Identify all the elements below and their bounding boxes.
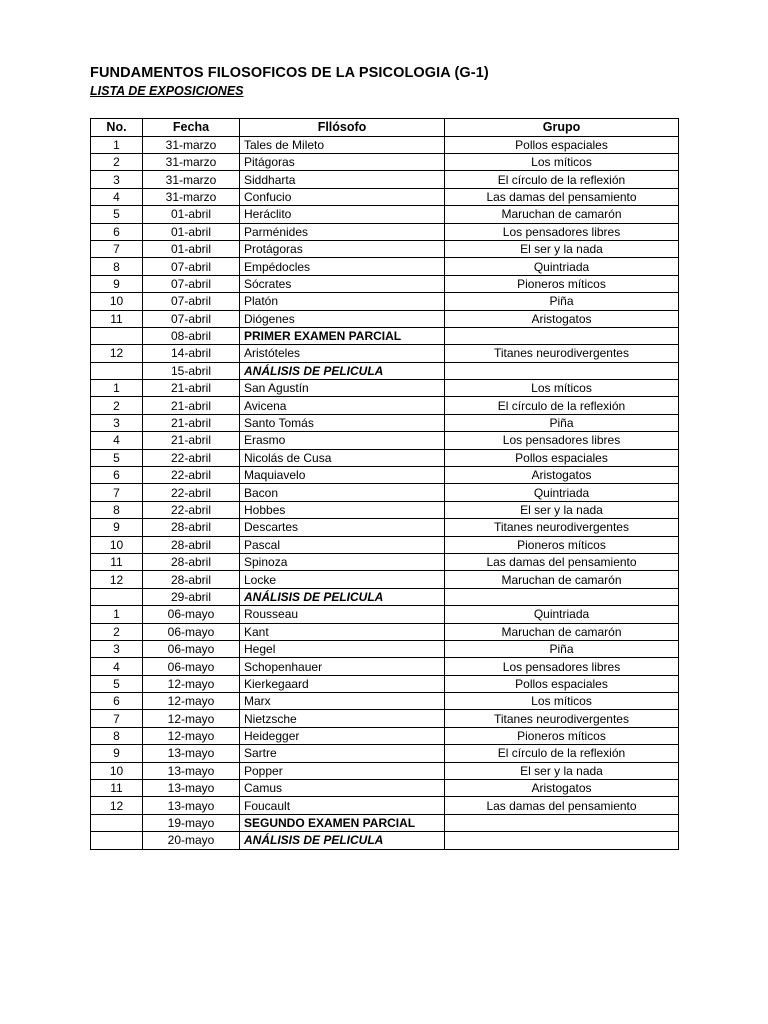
row-number: 7 [91, 240, 143, 257]
row-philosopher: Aristóteles [240, 345, 445, 362]
row-date: 28-abril [143, 553, 240, 570]
row-group: Aristogatos [445, 467, 679, 484]
table-row [91, 380, 679, 397]
row-date: 21-abril [143, 380, 240, 397]
row-number: 9 [91, 519, 143, 536]
table-row [91, 432, 679, 449]
row-group: Quintriada [445, 484, 679, 501]
row-date: 01-abril [143, 240, 240, 257]
header-grupo: Grupo [445, 119, 679, 137]
row-date: 12-mayo [143, 675, 240, 692]
row-philosopher: Popper [240, 762, 445, 779]
row-group [445, 327, 679, 344]
row-number: 5 [91, 449, 143, 466]
row-philosopher: ANÁLISIS DE PELICULA [240, 362, 445, 379]
row-group: El círculo de la reflexión [445, 745, 679, 762]
row-number: 3 [91, 640, 143, 657]
table-row [91, 519, 679, 536]
row-philosopher: Parménides [240, 223, 445, 240]
document-subtitle: LISTA DE EXPOSICIONES [90, 84, 244, 98]
row-number [91, 832, 143, 849]
row-group: Titanes neurodivergentes [445, 710, 679, 727]
row-date: 07-abril [143, 293, 240, 310]
row-number: 2 [91, 397, 143, 414]
row-date: 21-abril [143, 414, 240, 431]
row-philosopher: Descartes [240, 519, 445, 536]
document-title: FUNDAMENTOS FILOSOFICOS DE LA PSICOLOGIA (G-1) [90, 65, 489, 81]
schedule-table [90, 118, 679, 850]
row-number: 4 [91, 432, 143, 449]
row-number: 9 [91, 745, 143, 762]
table-row [91, 223, 679, 240]
table-row [91, 171, 679, 188]
table-row [91, 397, 679, 414]
table-row [91, 623, 679, 640]
table-row [91, 640, 679, 657]
row-number: 6 [91, 223, 143, 240]
row-date: 31-marzo [143, 171, 240, 188]
schedule-table-body [91, 136, 679, 849]
row-philosopher: Foucault [240, 797, 445, 814]
row-philosopher: Siddharta [240, 171, 445, 188]
row-group: Piña [445, 293, 679, 310]
row-number: 11 [91, 780, 143, 797]
row-date: 22-abril [143, 501, 240, 518]
table-row [91, 571, 679, 588]
table-row [91, 188, 679, 205]
table-row [91, 780, 679, 797]
row-number: 4 [91, 658, 143, 675]
table-row [91, 136, 679, 153]
row-philosopher: Tales de Mileto [240, 136, 445, 153]
row-group: El ser y la nada [445, 501, 679, 518]
table-row [91, 727, 679, 744]
row-group: Los míticos [445, 380, 679, 397]
row-date: 07-abril [143, 258, 240, 275]
row-group: Maruchan de camarón [445, 571, 679, 588]
row-date: 22-abril [143, 467, 240, 484]
row-number: 3 [91, 414, 143, 431]
row-date: 28-abril [143, 536, 240, 553]
row-group: Las damas del pensamiento [445, 553, 679, 570]
row-date: 13-mayo [143, 797, 240, 814]
row-philosopher: Marx [240, 693, 445, 710]
row-group: Aristogatos [445, 780, 679, 797]
row-date: 06-mayo [143, 658, 240, 675]
row-date: 12-mayo [143, 693, 240, 710]
row-philosopher: PRIMER EXAMEN PARCIAL [240, 327, 445, 344]
table-row [91, 362, 679, 379]
table-row [91, 467, 679, 484]
row-philosopher: San Agustín [240, 380, 445, 397]
row-group: Los pensadores libres [445, 432, 679, 449]
row-date: 22-abril [143, 484, 240, 501]
table-row [91, 553, 679, 570]
row-date: 21-abril [143, 397, 240, 414]
row-number: 1 [91, 136, 143, 153]
row-number [91, 327, 143, 344]
row-philosopher: Spinoza [240, 553, 445, 570]
row-date: 31-marzo [143, 153, 240, 170]
row-date: 13-mayo [143, 745, 240, 762]
row-number: 5 [91, 206, 143, 223]
row-philosopher: Erasmo [240, 432, 445, 449]
row-philosopher: Protágoras [240, 240, 445, 257]
row-group: Los pensadores libres [445, 658, 679, 675]
row-number: 3 [91, 171, 143, 188]
table-row [91, 536, 679, 553]
row-philosopher: Platón [240, 293, 445, 310]
table-row [91, 762, 679, 779]
row-group: Aristogatos [445, 310, 679, 327]
row-group: Pollos espaciales [445, 449, 679, 466]
table-row [91, 693, 679, 710]
row-group: Pollos espaciales [445, 675, 679, 692]
table-row [91, 484, 679, 501]
row-philosopher: Bacon [240, 484, 445, 501]
row-date: 12-mayo [143, 710, 240, 727]
row-philosopher: Avicena [240, 397, 445, 414]
row-philosopher: Nietzsche [240, 710, 445, 727]
row-date: 06-mayo [143, 606, 240, 623]
table-row [91, 345, 679, 362]
row-date: 19-mayo [143, 814, 240, 831]
row-date: 13-mayo [143, 762, 240, 779]
row-number: 10 [91, 536, 143, 553]
row-date: 06-mayo [143, 623, 240, 640]
row-group [445, 362, 679, 379]
row-date: 07-abril [143, 310, 240, 327]
row-number: 4 [91, 188, 143, 205]
row-date: 07-abril [143, 275, 240, 292]
table-row [91, 606, 679, 623]
row-number: 12 [91, 797, 143, 814]
table-row [91, 745, 679, 762]
row-group: Los míticos [445, 153, 679, 170]
row-number: 12 [91, 345, 143, 362]
row-date: 31-marzo [143, 188, 240, 205]
row-group: Maruchan de camarón [445, 206, 679, 223]
row-philosopher: Heráclito [240, 206, 445, 223]
table-row [91, 293, 679, 310]
table-row [91, 327, 679, 344]
row-philosopher: Schopenhauer [240, 658, 445, 675]
row-number: 7 [91, 484, 143, 501]
row-number: 11 [91, 553, 143, 570]
row-date: 28-abril [143, 571, 240, 588]
row-number: 9 [91, 275, 143, 292]
row-number: 10 [91, 293, 143, 310]
row-number: 6 [91, 467, 143, 484]
row-date: 21-abril [143, 432, 240, 449]
schedule-table-header [91, 119, 679, 137]
row-number: 10 [91, 762, 143, 779]
table-row [91, 588, 679, 605]
row-philosopher: Confucio [240, 188, 445, 205]
row-philosopher: Santo Tomás [240, 414, 445, 431]
row-date: 28-abril [143, 519, 240, 536]
row-philosopher: Sócrates [240, 275, 445, 292]
row-group: Los pensadores libres [445, 223, 679, 240]
row-number: 7 [91, 710, 143, 727]
row-philosopher: Locke [240, 571, 445, 588]
row-group: Quintriada [445, 606, 679, 623]
table-row [91, 414, 679, 431]
table-row [91, 501, 679, 518]
row-group: Titanes neurodivergentes [445, 519, 679, 536]
header-row [91, 119, 679, 137]
row-group: El círculo de la reflexión [445, 397, 679, 414]
row-philosopher: ANÁLISIS DE PELICULA [240, 832, 445, 849]
row-group: El círculo de la reflexión [445, 171, 679, 188]
row-date: 01-abril [143, 223, 240, 240]
table-row [91, 310, 679, 327]
table-row [91, 206, 679, 223]
row-number: 8 [91, 501, 143, 518]
row-number [91, 362, 143, 379]
table-row [91, 258, 679, 275]
row-philosopher: Pascal [240, 536, 445, 553]
row-philosopher: Nicolás de Cusa [240, 449, 445, 466]
row-philosopher: Rousseau [240, 606, 445, 623]
row-philosopher: Sartre [240, 745, 445, 762]
row-group: Pioneros míticos [445, 536, 679, 553]
row-date: 08-abril [143, 327, 240, 344]
table-row [91, 710, 679, 727]
row-philosopher: Diógenes [240, 310, 445, 327]
header-no: No. [91, 119, 143, 137]
row-group: Quintriada [445, 258, 679, 275]
row-group: El ser y la nada [445, 240, 679, 257]
row-number [91, 814, 143, 831]
row-philosopher: Maquiavelo [240, 467, 445, 484]
row-philosopher: Kant [240, 623, 445, 640]
row-group: Pioneros míticos [445, 727, 679, 744]
row-group: Las damas del pensamiento [445, 797, 679, 814]
table-row [91, 240, 679, 257]
row-group: Maruchan de camarón [445, 623, 679, 640]
row-group: Pioneros míticos [445, 275, 679, 292]
row-number: 11 [91, 310, 143, 327]
row-philosopher: Hegel [240, 640, 445, 657]
row-group [445, 588, 679, 605]
row-number: 1 [91, 380, 143, 397]
row-date: 14-abril [143, 345, 240, 362]
row-group: Los míticos [445, 693, 679, 710]
row-group: Titanes neurodivergentes [445, 345, 679, 362]
row-date: 06-mayo [143, 640, 240, 657]
row-group: Piña [445, 414, 679, 431]
row-number: 2 [91, 623, 143, 640]
row-philosopher: Hobbes [240, 501, 445, 518]
row-group [445, 814, 679, 831]
table-row [91, 675, 679, 692]
row-number [91, 588, 143, 605]
row-number: 1 [91, 606, 143, 623]
table-row [91, 832, 679, 849]
row-date: 15-abril [143, 362, 240, 379]
row-date: 01-abril [143, 206, 240, 223]
row-philosopher: SEGUNDO EXAMEN PARCIAL [240, 814, 445, 831]
row-date: 31-marzo [143, 136, 240, 153]
row-number: 2 [91, 153, 143, 170]
table-row [91, 658, 679, 675]
row-group [445, 832, 679, 849]
row-number: 6 [91, 693, 143, 710]
row-group: Las damas del pensamiento [445, 188, 679, 205]
row-number: 5 [91, 675, 143, 692]
header-filosofo: Fllósofo [240, 119, 445, 137]
row-philosopher: Pitágoras [240, 153, 445, 170]
table-row [91, 797, 679, 814]
header-fecha: Fecha [143, 119, 240, 137]
row-group: Piña [445, 640, 679, 657]
table-row [91, 449, 679, 466]
row-date: 13-mayo [143, 780, 240, 797]
row-philosopher: Empédocles [240, 258, 445, 275]
row-philosopher: ANÁLISIS DE PELICULA [240, 588, 445, 605]
row-philosopher: Camus [240, 780, 445, 797]
table-row [91, 153, 679, 170]
table-row [91, 275, 679, 292]
row-philosopher: Kierkegaard [240, 675, 445, 692]
row-philosopher: Heidegger [240, 727, 445, 744]
row-number: 12 [91, 571, 143, 588]
row-date: 20-mayo [143, 832, 240, 849]
row-number: 8 [91, 727, 143, 744]
row-number: 8 [91, 258, 143, 275]
table-row [91, 814, 679, 831]
row-date: 22-abril [143, 449, 240, 466]
row-group: El ser y la nada [445, 762, 679, 779]
row-date: 12-mayo [143, 727, 240, 744]
row-date: 29-abril [143, 588, 240, 605]
row-group: Pollos espaciales [445, 136, 679, 153]
